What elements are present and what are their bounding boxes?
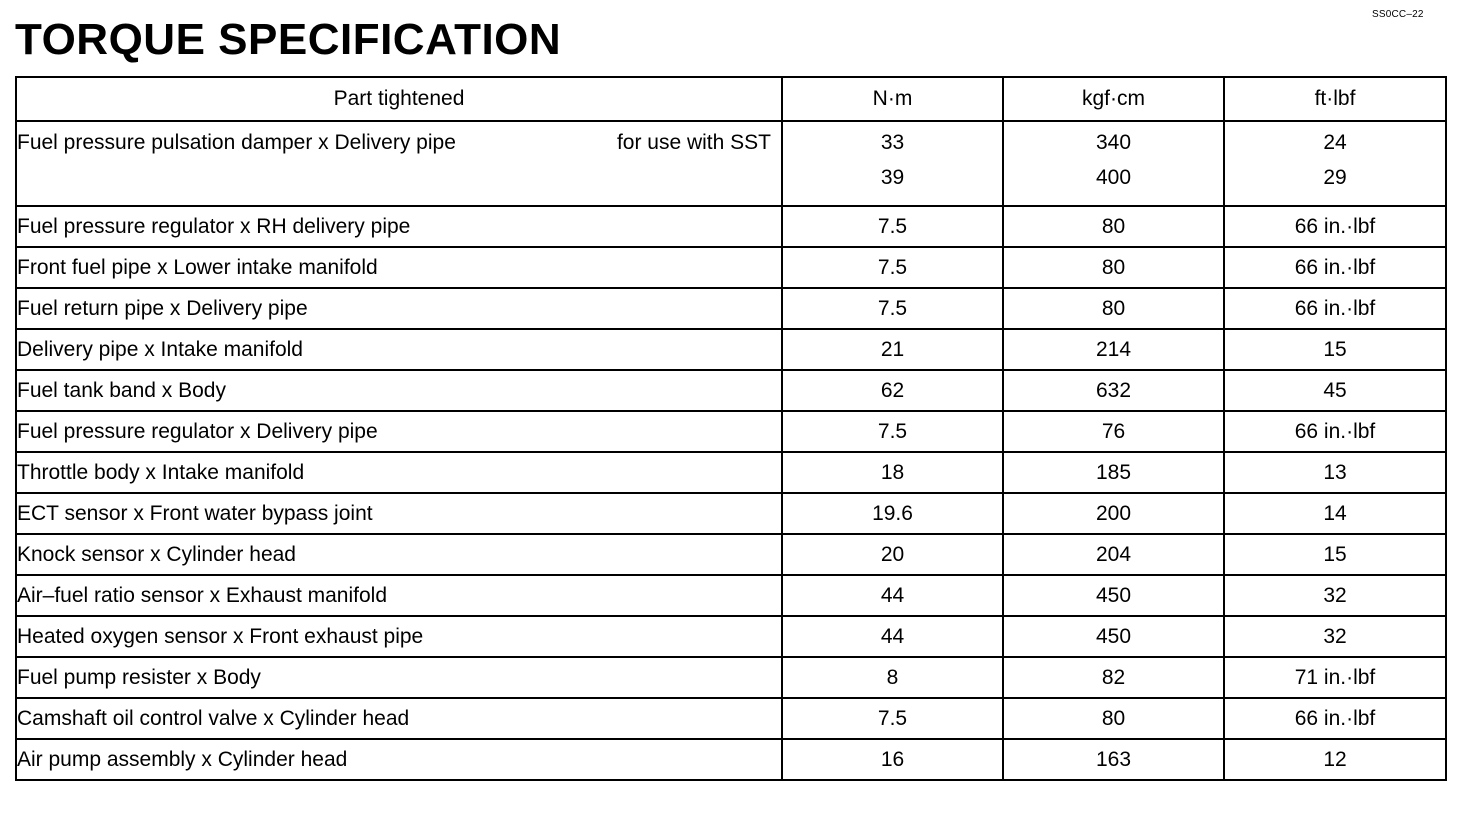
part-cell: Knock sensor x Cylinder head — [16, 534, 782, 575]
ftlbf-cell: 15 — [1224, 329, 1446, 370]
torque-table — [15, 76, 1447, 781]
nm-cell: 7.5 — [782, 206, 1003, 247]
part-cell: Throttle body x Intake manifold — [16, 452, 782, 493]
nm-cell: 7.5 — [782, 411, 1003, 452]
table-row — [16, 534, 1446, 575]
table-header-row — [16, 77, 1446, 121]
part-cell: Camshaft oil control valve x Cylinder head — [16, 698, 782, 739]
part-cell: Fuel pressure regulator x RH delivery pipe — [16, 206, 782, 247]
ftlbf-cell: 66 in.·lbf — [1224, 288, 1446, 329]
header-nm: N·m — [782, 77, 1003, 121]
part-cell — [16, 121, 782, 206]
table-row — [16, 616, 1446, 657]
kgfcm-cell: 185 — [1003, 452, 1224, 493]
part-cell: Delivery pipe x Intake manifold — [16, 329, 782, 370]
ftlbf-cell: 15 — [1224, 534, 1446, 575]
kgfcm-cell: 80 — [1003, 206, 1224, 247]
ftlbf-cell: 32 — [1224, 616, 1446, 657]
kgfcm-cell: 82 — [1003, 657, 1224, 698]
ftlbf-value: 29 — [1323, 166, 1347, 189]
ftlbf-cell: 13 — [1224, 452, 1446, 493]
part-cell: ECT sensor x Front water bypass joint — [16, 493, 782, 534]
ftlbf-cell: 71 in.·lbf — [1224, 657, 1446, 698]
kgfcm-cell: 80 — [1003, 288, 1224, 329]
ftlbf-cell: 12 — [1224, 739, 1446, 780]
table-row — [16, 121, 1446, 206]
kgfcm-cell: 204 — [1003, 534, 1224, 575]
kgfcm-value: 400 — [1095, 166, 1132, 189]
nm-value: 33 — [880, 131, 905, 154]
kgfcm-cell: 76 — [1003, 411, 1224, 452]
kgfcm-cell: 450 — [1003, 575, 1224, 616]
part-cell: Fuel return pipe x Delivery pipe — [16, 288, 782, 329]
header-kgfcm: kgf·cm — [1003, 77, 1224, 121]
kgfcm-cell: 200 — [1003, 493, 1224, 534]
kgfcm-cell — [1003, 121, 1224, 206]
kgfcm-cell: 80 — [1003, 247, 1224, 288]
ftlbf-value: 24 — [1323, 131, 1347, 154]
page-title: TORQUE SPECIFICATION — [15, 15, 562, 64]
table-row — [16, 452, 1446, 493]
ftlbf-cell: 66 in.·lbf — [1224, 206, 1446, 247]
table-row — [16, 575, 1446, 616]
nm-cell: 20 — [782, 534, 1003, 575]
table-row — [16, 329, 1446, 370]
ftlbf-cell: 66 in.·lbf — [1224, 247, 1446, 288]
ftlbf-cell: 32 — [1224, 575, 1446, 616]
kgfcm-cell: 80 — [1003, 698, 1224, 739]
part-cell: Air–fuel ratio sensor x Exhaust manifold — [16, 575, 782, 616]
nm-cell: 7.5 — [782, 698, 1003, 739]
ftlbf-cell: 14 — [1224, 493, 1446, 534]
document-code: SS0CC–22 — [1372, 9, 1424, 20]
kgfcm-cell: 450 — [1003, 616, 1224, 657]
table-row — [16, 370, 1446, 411]
part-cell: Front fuel pipe x Lower intake manifold — [16, 247, 782, 288]
nm-cell: 62 — [782, 370, 1003, 411]
ftlbf-cell: 66 in.·lbf — [1224, 698, 1446, 739]
table-row — [16, 698, 1446, 739]
kgfcm-cell: 632 — [1003, 370, 1224, 411]
part-name: Fuel pressure pulsation damper x Delivery pipe — [17, 131, 456, 154]
part-cell: Fuel tank band x Body — [16, 370, 782, 411]
nm-cell: 19.6 — [782, 493, 1003, 534]
nm-cell: 8 — [782, 657, 1003, 698]
ftlbf-cell — [1224, 121, 1446, 206]
part-cell: Fuel pressure regulator x Delivery pipe — [16, 411, 782, 452]
table-row — [16, 288, 1446, 329]
table-row — [16, 411, 1446, 452]
part-cell: Air pump assembly x Cylinder head — [16, 739, 782, 780]
kgfcm-value: 340 — [1095, 131, 1132, 154]
nm-cell: 16 — [782, 739, 1003, 780]
part-cell: Fuel pump resister x Body — [16, 657, 782, 698]
nm-cell: 21 — [782, 329, 1003, 370]
nm-cell: 7.5 — [782, 247, 1003, 288]
nm-value: 39 — [880, 166, 905, 189]
part-note: for use with SST — [616, 131, 771, 154]
ftlbf-cell: 66 in.·lbf — [1224, 411, 1446, 452]
nm-cell: 18 — [782, 452, 1003, 493]
table-row — [16, 206, 1446, 247]
kgfcm-cell: 214 — [1003, 329, 1224, 370]
nm-cell: 7.5 — [782, 288, 1003, 329]
ftlbf-cell: 45 — [1224, 370, 1446, 411]
header-part-tightened: Part tightened — [16, 77, 782, 121]
kgfcm-cell: 163 — [1003, 739, 1224, 780]
header-ftlbf: ft·lbf — [1224, 77, 1446, 121]
table-row — [16, 657, 1446, 698]
nm-cell: 44 — [782, 616, 1003, 657]
nm-cell — [782, 121, 1003, 206]
table-row — [16, 493, 1446, 534]
nm-cell: 44 — [782, 575, 1003, 616]
table-row — [16, 739, 1446, 780]
part-cell: Heated oxygen sensor x Front exhaust pipe — [16, 616, 782, 657]
table-row — [16, 247, 1446, 288]
